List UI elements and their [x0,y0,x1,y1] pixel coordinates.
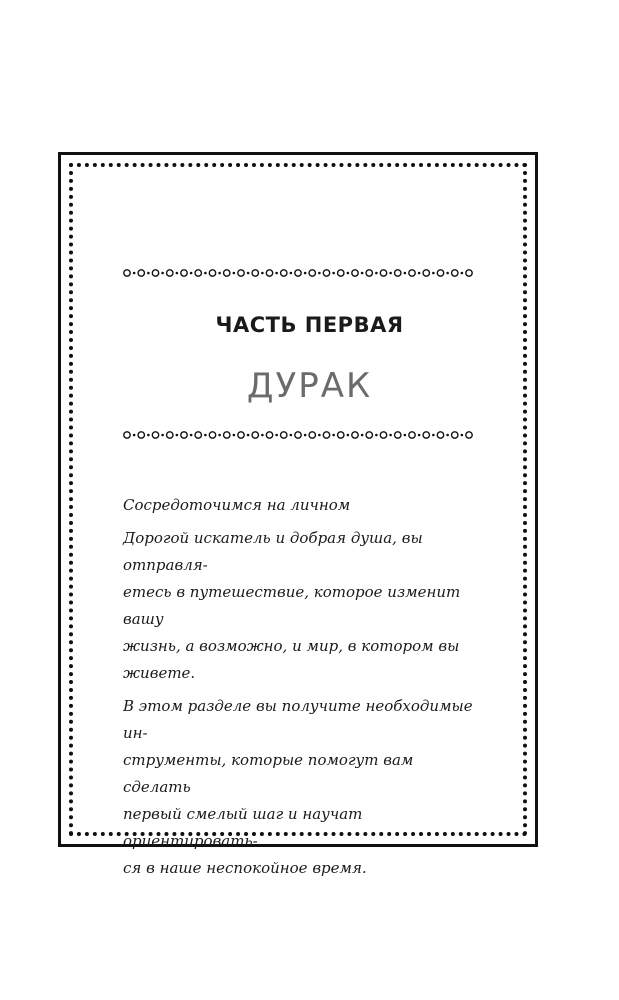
ornament-dot [304,434,307,437]
ornament-ring [409,270,415,276]
ornament-dot [176,272,179,275]
ornament-dot [290,434,293,437]
ornament-dot [161,272,164,275]
ornament-ring [338,270,344,276]
ornament-ring [437,270,443,276]
ornament-dot [404,272,407,275]
ornament-dot [261,434,264,437]
ornament-ring [423,432,429,438]
ornament-ring [395,270,401,276]
ornament-ring [266,270,272,276]
ornament-ring [152,432,158,438]
ornament-dot [389,434,392,437]
ornament-ring [224,432,230,438]
ornament-ring [181,432,187,438]
ornament-ring [224,270,230,276]
ornament-dot [347,434,350,437]
ornament-dot [318,434,321,437]
ornament-dot [218,272,221,275]
ornament-dot [404,434,407,437]
ornament-dot [304,272,307,275]
ornament-ring [466,270,472,276]
paragraph-1 [123,525,483,687]
ornament-ring [309,270,315,276]
ornament-ring [352,270,358,276]
ornament-dot [432,434,435,437]
ornament-dot [332,272,335,275]
ornament-ring [323,270,329,276]
paragraph-1-line-1: Дорогой искатель и добрая душа, вы отправля- [123,529,423,574]
ornament-ring [409,432,415,438]
ornament-ring [266,432,272,438]
ornament-dot [190,434,193,437]
ornament-dot [147,272,150,275]
ornament-ring [366,432,372,438]
ornament-dot [147,434,150,437]
ornament-ring [437,432,443,438]
ornament-dot [233,272,236,275]
ornament-dot [133,272,136,275]
ornament-ring [195,432,201,438]
ornament-dot [218,434,221,437]
ornament-dot [204,434,207,437]
ornament-dot [418,434,421,437]
ornament-divider-bottom [123,429,473,441]
ornament-dot [347,272,350,275]
ornament-dot [204,272,207,275]
ornament-ring [423,270,429,276]
ornament-ring [366,270,372,276]
ornament-dot [375,434,378,437]
ornament-dot [176,434,179,437]
ornament-ring [252,432,258,438]
paragraph-1-line-3: жизнь, а возможно, и мир, в котором вы живете. [123,637,460,682]
ornament-ring [181,270,187,276]
ornament-ring [209,270,215,276]
ornament-ring [295,432,301,438]
ornament-dot [247,434,250,437]
ornament-ring [124,432,130,438]
ornament-ring [309,432,315,438]
ornament-dot [446,434,449,437]
ornament-dot [332,434,335,437]
ornament-ring [252,270,258,276]
paragraph-2-line-2: струменты, которые помогут вам сделать [123,751,414,796]
ornament-ring [124,270,130,276]
ornament-ring [152,270,158,276]
paragraph-2-line-4: ся в наше неспокойное время. [123,859,367,877]
ornament-divider-top [123,267,473,279]
ornament-ring [238,270,244,276]
ornament-ring [338,432,344,438]
part-label: ЧАСТЬ ПЕРВАЯ [215,313,404,337]
subheading: Сосредоточимся на личном [123,496,351,514]
ornament-ring [238,432,244,438]
ornament-ring [380,270,386,276]
paragraph-1-line-2: етесь в путешествие, которое изменит вашу [123,583,461,628]
body-text [123,492,483,888]
paragraph-2-line-3: первый смелый шаг и научат ориентировать- [123,805,363,850]
ornament-dot [233,434,236,437]
paragraph-2 [123,693,483,882]
ornament-dot [461,434,464,437]
ornament-ring [281,270,287,276]
ornament-ring [466,432,472,438]
ornament-dot [247,272,250,275]
ornament-ring [167,432,173,438]
ornament-dot [161,434,164,437]
ornament-ring [452,432,458,438]
ornament-dot [418,272,421,275]
ornament-dot [275,434,278,437]
ornament-ring [281,432,287,438]
ornament-ring [138,432,144,438]
ornament-ring [295,270,301,276]
ornament-ring [167,270,173,276]
ornament-ring [380,432,386,438]
ornament-dot [361,272,364,275]
ornament-dot [261,272,264,275]
ornament-ring [138,270,144,276]
ornament-dot [133,434,136,437]
ornament-dot [318,272,321,275]
ornament-dot [361,434,364,437]
ornament-dot [275,272,278,275]
ornament-ring [323,432,329,438]
ornament-dot [432,272,435,275]
ornament-dot [446,272,449,275]
ornament-ring [395,432,401,438]
ornament-ring [452,270,458,276]
ornament-dot [375,272,378,275]
paragraph-2-line-1: В этом разделе вы получите необходимые ин- [123,697,473,742]
ornament-dot [461,272,464,275]
ornament-ring [195,270,201,276]
ornament-dot [290,272,293,275]
ornament-dot [389,272,392,275]
ornament-ring [209,432,215,438]
chapter-title: ДУРАК [246,366,373,406]
ornament-ring [352,432,358,438]
ornament-dot [190,272,193,275]
